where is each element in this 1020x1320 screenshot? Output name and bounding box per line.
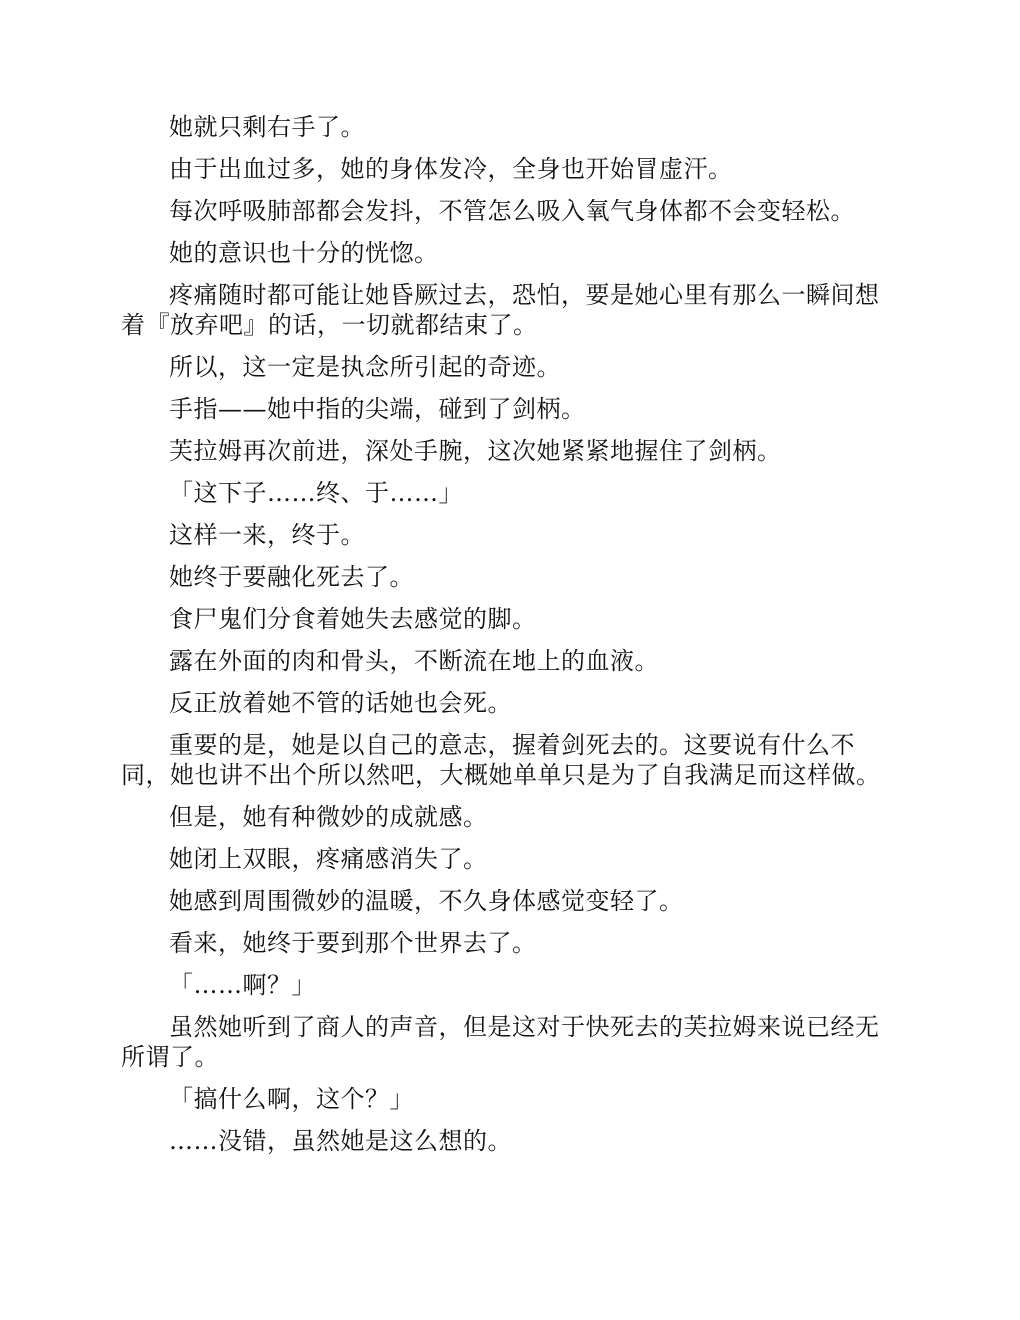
paragraph: 疼痛随时都可能让她昏厥过去，恐怕，要是她心里有那么一瞬间想着『放弃吧』的话，一切就都结束了。 — [121, 281, 880, 339]
paragraph: 每次呼吸肺部都会发抖，不管怎么吸入氧气身体都不会变轻松。 — [169, 197, 855, 225]
paragraph: 虽然她听到了商人的声音，但是这对于快死去的芙拉姆来说已经无所谓了。 — [121, 1013, 880, 1071]
paragraph: 露在外面的肉和骨头，不断流在地上的血液。 — [169, 647, 659, 675]
paragraph: 她就只剩右手了。 — [169, 113, 365, 141]
paragraph: ……没错，虽然她是这么想的。 — [169, 1127, 512, 1155]
paragraph: 但是，她有种微妙的成就感。 — [169, 803, 488, 831]
paragraph: 反正放着她不管的话她也会死。 — [169, 689, 512, 717]
document-page — [121, 112, 899, 1168]
paragraph: 看来，她终于要到那个世界去了。 — [169, 929, 537, 957]
paragraph: 「这下子……终、于……」 — [169, 479, 463, 507]
paragraph: 重要的是，她是以自己的意志，握着剑死去的。这要说有什么不同，她也讲不出个所以然吧，大概她单单只是为了自我满足而这样做。 — [121, 731, 881, 789]
paragraph: 手指——她中指的尖端，碰到了剑柄。 — [169, 395, 586, 423]
paragraph: 她终于要融化死去了。 — [169, 563, 414, 591]
paragraph: 所以，这一定是执念所引起的奇迹。 — [169, 353, 561, 381]
paragraph: 「搞什么啊，这个？」 — [169, 1085, 414, 1113]
paragraph: 她闭上双眼，疼痛感消失了。 — [169, 845, 488, 873]
paragraph: 由于出血过多，她的身体发冷，全身也开始冒虚汗。 — [169, 155, 733, 183]
paragraph: 她的意识也十分的恍惚。 — [169, 239, 439, 267]
paragraph: 食尸鬼们分食着她失去感觉的脚。 — [169, 605, 537, 633]
paragraph: 芙拉姆再次前进，深处手腕，这次她紧紧地握住了剑柄。 — [169, 437, 782, 465]
paragraph: 她感到周围微妙的温暖，不久身体感觉变轻了。 — [169, 887, 684, 915]
paragraph: 这样一来，终于。 — [169, 521, 365, 549]
paragraph: 「……啊？」 — [169, 971, 316, 999]
